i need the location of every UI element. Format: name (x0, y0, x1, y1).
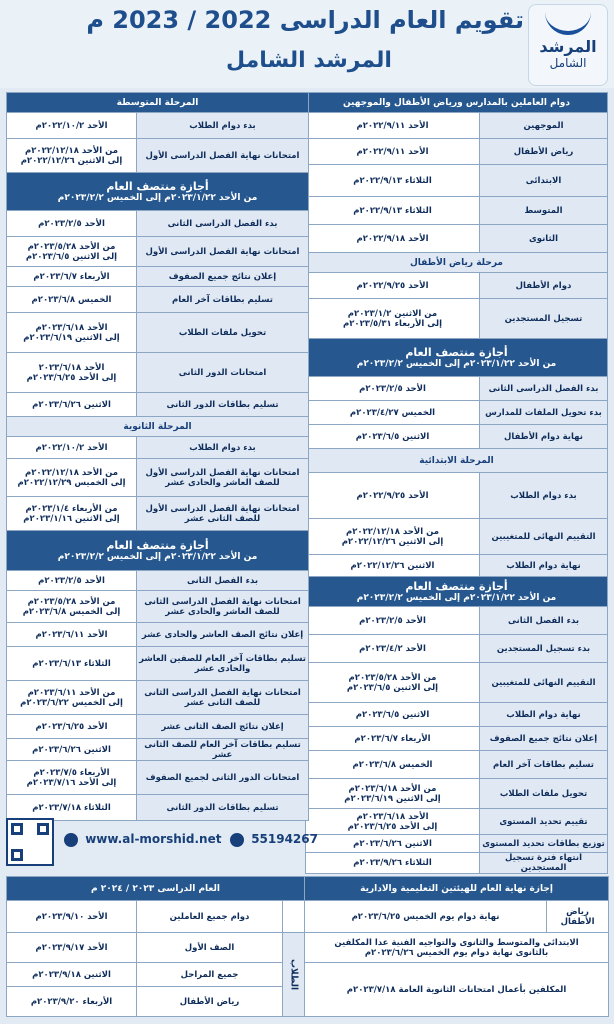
table-row (305, 299, 607, 339)
label-cell: www.al-morshid.net (85, 832, 222, 846)
date-cell: الاثنين ٢٠٢٣/٦/٥م (305, 425, 479, 449)
table-row (305, 779, 607, 809)
table-row (305, 703, 607, 727)
label-cell: تقييم تحديد المستوى (480, 809, 608, 835)
text-cell: المكلفين بأعمال امتحانات الثانوية العامة ٢٠٢٣/٧/١٨م (305, 963, 609, 1017)
table-row (7, 459, 309, 497)
label-cell: رياض الأطفال (547, 901, 609, 933)
mid-title: المرحلة المتوسطة (7, 93, 309, 113)
page-subtitle: المرشد الشامل (226, 48, 392, 73)
table-row (7, 571, 309, 591)
table-row (7, 437, 309, 459)
date-cell: الاثنين ٢٠٢٣/٦/٥م (305, 703, 479, 727)
label-cell: تحويل ملفات الطلاب (137, 313, 309, 353)
label-cell: بدء الفصل الثانى (480, 607, 608, 635)
table-row (305, 835, 607, 853)
date-cell: الأحد ٢٠٢٣/٢/٥م (305, 607, 479, 635)
date-cell: من الأحد ٢٠٢٣/٦/١٨م إلى الاثنين ٢٠٢٣/٦/١٩م (305, 779, 479, 809)
date-cell: الأحد ٢٠٢٣/٢/٥م (7, 571, 137, 591)
label-cell: بدء تحويل الملفات للمدارس (480, 401, 608, 425)
table-row (305, 607, 607, 635)
qr-code-icon (6, 818, 54, 866)
label-cell: بدء دوام الطلاب (480, 473, 608, 519)
label-cell: تسجيل المستجدين (480, 299, 608, 339)
table-row (7, 211, 309, 237)
label-cell: بدء الفصل الدراسى الثانى (480, 377, 608, 401)
label-cell: نهاية دوام الطلاب (480, 703, 608, 727)
date-cell: من الأحد ٢٠٢٣/٦/١١م إلى الخميس ٢٠٢٣/٦/٢٢م (7, 681, 137, 715)
label-cell: الابتدائى (480, 165, 608, 197)
date-cell: الأحد ٢٠٢٣/٤/٢م (305, 635, 479, 663)
date-cell: الأحد ٢٠٢٣/٢/٥م (7, 211, 137, 237)
table-row (305, 425, 607, 449)
label-cell: من الأحد ٢٠٢٣/١/٢٢م إلى الخميس ٢٠٢٣/٢/٢م (356, 592, 557, 603)
date-cell: الاثنين ٢٠٢٢/١٢/٢٦م (305, 555, 479, 577)
date-cell: الأحد ٢٠٢٣/٩/١٠م (7, 901, 137, 933)
label-cell: تسليم بطاقات الدور الثانى (137, 795, 309, 821)
label-cell: المتوسط (480, 197, 608, 225)
label-cell: أجازة منتصف العام (106, 538, 209, 552)
website-link[interactable] (64, 832, 221, 847)
table-row (305, 555, 607, 577)
label-cell: بدء تسجيل المستجدين (480, 635, 608, 663)
label-cell: دوام الأطفال (480, 273, 608, 299)
label-cell: بدء الفصل الثانى (137, 571, 309, 591)
table-row (7, 287, 309, 313)
label-cell: تسليم بطاقات آخر العام (137, 287, 309, 313)
label-cell: امتحانات نهاية الفصل الدراسى الثانى للصف الثانى عشر (137, 681, 309, 715)
bottom-left-title: العام الدراسى ٢٠٢٣ / ٢٠٢٤ م (7, 877, 305, 901)
label-cell: الصف الأول (137, 933, 283, 963)
label-cell: الموجهين (480, 113, 608, 139)
date-cell: الأربعاء ٢٠٢٣/٧/٥م إلى الأحد ٢٠٢٣/٧/١٦م (7, 761, 137, 795)
table-row (7, 237, 309, 267)
table-row (7, 267, 309, 287)
date-cell: الأربعاء ٢٠٢٣/٦/٧م (7, 267, 137, 287)
date-cell: الأحد ٢٠٢٣/٦/٢٥م (7, 715, 137, 739)
label-cell: امتحانات الدور الثانى لجميع الصفوف (137, 761, 309, 795)
table-row (7, 313, 309, 353)
label-cell: انتهاء فترة تسجيل المستجدين (480, 853, 608, 874)
table-row (305, 727, 607, 751)
vacation-banner (7, 173, 309, 211)
date-cell: الأحد ٢٠٢٢/٩/١٨م (305, 225, 479, 253)
date-cell: من الأحد ٢٠٢٢/١٢/١٨م إلى الخميس ٢٠٢٢/١٢/٢٩م (7, 459, 137, 497)
date-cell: الخميس ٢٠٢٣/٦/٨م (305, 751, 479, 779)
table-row (7, 795, 309, 821)
label-cell: بدء دوام الطلاب (137, 113, 309, 139)
label-cell: نهاية دوام الطلاب (480, 555, 608, 577)
date-cell: من الأحد ٢٠٢٢/١٢/١٨م إلى الاثنين ٢٠٢٢/١٢/٢٦م (305, 519, 479, 555)
table-row (7, 933, 609, 963)
label-cell: امتحانات الدور الثانى (137, 353, 309, 393)
date-cell: من الأحد ٢٠٢٣/٥/٢٨م إلى الخميس ٢٠٢٣/٦/٨م (7, 591, 137, 623)
table-row (7, 353, 309, 393)
label-cell: التقييم النهائى للمتغيبين (480, 663, 608, 703)
label-cell: بدء الفصل الدراسى الثانى (137, 211, 309, 237)
bottom-table (6, 876, 609, 1017)
date-cell: الثلاثاء ٢٠٢٣/٧/١٨م (7, 795, 137, 821)
table-row (305, 139, 607, 165)
date-cell: الأحد ٢٠٢٣/٢/٥م (305, 377, 479, 401)
date-cell: الأربعاء ٢٠٢٣/٦/٧م (305, 727, 479, 751)
section-title: دوام العاملين بالمدارس ورياض الأطفال والموجهين (305, 93, 607, 113)
table-row (305, 519, 607, 555)
date-cell: الأحد ٢٠٢٣/٦/١٨ إلى الأحد ٢٠٢٣/٦/٢٥م (7, 353, 137, 393)
table-row (7, 139, 309, 173)
date-cell: من الأحد ٢٠٢٢/١٢/١٨م إلى الاثنين ٢٠٢٢/١٢/٢٦م (7, 139, 137, 173)
header (0, 0, 614, 88)
label-cell: إعلان نتائج جميع الصفوف (137, 267, 309, 287)
table-row (305, 165, 607, 197)
date-cell: الأحد ٢٠٢٢/٩/١١م (305, 113, 479, 139)
label-cell: إعلان نتائج الصف الثانى عشر (137, 715, 309, 739)
label-cell: جميع المراحل (137, 963, 283, 987)
label-cell: امتحانات نهاية الفصل الدراسى الثانى للصف العاشر والحادى عشر (137, 591, 309, 623)
right-table (305, 92, 608, 874)
table-row (305, 197, 607, 225)
book-icon (545, 11, 591, 35)
phone-number (230, 832, 318, 847)
table-row (7, 497, 309, 531)
label-cell: نهاية دوام الأطفال (480, 425, 608, 449)
label-cell: امتحانات نهاية الفصل الدراسى الأول (137, 237, 309, 267)
date-cell: الاثنين ٢٠٢٣/٦/٢٦م (7, 739, 137, 761)
label-cell: بدء دوام الطلاب (137, 437, 309, 459)
page-title: تقويم العام الدراسى 2022 / 2023 م (86, 6, 524, 34)
label-cell: من الأحد ٢٠٢٣/١/٢٢م إلى الخميس ٢٠٢٣/٢/٢م (356, 358, 557, 369)
date-cell: الأحد ٢٠٢٣/٦/١٨م إلى الأحد ٢٠٢٣/٦/٢٥م (305, 809, 479, 835)
table-row (305, 809, 607, 835)
table-row (7, 591, 309, 623)
table-row (305, 401, 607, 425)
label-cell: التقييم النهائى للمتغيبين (480, 519, 608, 555)
label-cell: رياض الأطفال (480, 139, 608, 165)
table-row (305, 273, 607, 299)
vacation-banner (7, 531, 309, 571)
date-cell: من الأحد ٢٠٢٣/٥/٢٨م إلى الاثنين ٢٠٢٣/٦/٥م (7, 237, 137, 267)
label-cell: تسليم بطاقات الدور الثانى (137, 393, 309, 417)
date-cell: الأحد ٢٠٢٢/١٠/٢م (7, 113, 137, 139)
label-cell: تسليم بطاقات آخر العام للصف الثانى عشر (137, 739, 309, 761)
table-row (305, 113, 607, 139)
logo-main: المرشد (539, 37, 597, 56)
date-cell: الاثنين ٢٠٢٣/٦/٢٦م (7, 393, 137, 417)
date-cell: الاثنين ٢٠٢٣/٩/١٨م (7, 963, 137, 987)
label-cell: أجازة منتصف العام (405, 579, 508, 593)
logo-sub: الشامل (549, 56, 587, 70)
date-cell: الخميس ٢٠٢٣/٤/٢٧م (305, 401, 479, 425)
bottom-right-title: إجازة نهاية العام للهيئتين التعليمية والادارية (305, 877, 609, 901)
vacation-banner (305, 577, 607, 607)
table-row (7, 647, 309, 681)
date-cell: الثلاثاء ٢٠٢٢/٩/١٣م (305, 197, 479, 225)
label-cell: 55194267 (251, 832, 318, 846)
text-cell: نهاية دوام يوم الخميس ٢٠٢٣/٦/٢٥م (305, 901, 547, 933)
table-row (7, 393, 309, 417)
label-cell: امتحانات نهاية الفصل الدراسى الأول (137, 139, 309, 173)
date-cell: الأحد ٢٠٢٢/٩/٢٥م (305, 473, 479, 519)
globe-icon (64, 833, 78, 847)
date-cell: الخميس ٢٠٢٣/٦/٨م (7, 287, 137, 313)
table-row (305, 225, 607, 253)
label-cell: أجازة منتصف العام (106, 179, 209, 193)
secondary-title: المرحلة الثانوية (7, 417, 309, 437)
students-label: الطلاب (283, 933, 305, 1017)
label-cell: رياض الأطفال (137, 987, 283, 1017)
table-row (305, 377, 607, 401)
phone-icon (230, 833, 244, 847)
table-row (7, 901, 609, 933)
label-cell: دوام جميع العاملين (137, 901, 283, 933)
table-row (7, 113, 309, 139)
label-cell: الثانوى (480, 225, 608, 253)
label-cell: تسليم بطاقات آخر العام للصفين العاشر والحادى عشر (137, 647, 309, 681)
date-cell: الأحد ٢٠٢٢/١٠/٢م (7, 437, 137, 459)
empty-cell (283, 901, 305, 933)
table-row (7, 963, 609, 987)
label-cell: توزيع بطاقات تحديد المستوى (480, 835, 608, 853)
logo (528, 4, 608, 86)
date-cell: من الأربعاء ٢٠٢٣/١/٤م إلى الاثنين ٢٠٢٣/١/١٦م (7, 497, 137, 531)
date-cell: الثلاثاء ٢٠٢٣/٩/٢٦م (305, 853, 479, 874)
date-cell: الأحد ٢٠٢٢/٩/٢٥م (305, 273, 479, 299)
table-row (7, 761, 309, 795)
table-row (7, 623, 309, 647)
label-cell: من الأحد ٢٠٢٣/١/٢٢م إلى الخميس ٢٠٢٣/٢/٢م (57, 551, 258, 562)
label-cell: إعلان نتائج الصف العاشر والحادى عشر (137, 623, 309, 647)
date-cell: من الأحد ٢٠٢٣/٥/٢٨م إلى الاثنين ٢٠٢٣/٦/٥م (305, 663, 479, 703)
date-cell: الأحد ٢٠٢٣/٩/١٧م (7, 933, 137, 963)
table-row (7, 739, 309, 761)
date-cell: الأربعاء ٢٠٢٣/٩/٢٠م (7, 987, 137, 1017)
date-cell: من الاثنين ٢٠٢٣/١/٢م إلى الأربعاء ٢٠٢٣/٥/٣١م (305, 299, 479, 339)
label-cell: إعلان نتائج جميع الصفوف (480, 727, 608, 751)
left-table (6, 92, 309, 821)
primary-title: المرحلة الابتدائية (305, 449, 607, 473)
table-row (305, 751, 607, 779)
text-cell: الابتدائى والمتوسط والثانوى والتواجيه الفنية عدا المكلفين بالثانوى نهاية دوام يوم الخميس ٢٠٢٣/٦/٢٦م (305, 933, 609, 963)
date-cell: الثلاثاء ٢٠٢٣/٦/١٣م (7, 647, 137, 681)
date-cell: الثلاثاء ٢٠٢٢/٩/١٣م (305, 165, 479, 197)
vacation-banner (305, 339, 607, 377)
date-cell: الأحد ٢٠٢٣/٦/١٨م إلى الاثنين ٢٠٢٣/٦/١٩م (7, 313, 137, 353)
table-row (7, 681, 309, 715)
date-cell: الاثنين ٢٠٢٣/٦/٢٦م (305, 835, 479, 853)
table-row (7, 715, 309, 739)
label-cell: امتحانات نهاية الفصل الدراسى الأول للصف الثانى عشر (137, 497, 309, 531)
label-cell: من الأحد ٢٠٢٣/١/٢٢م إلى الخميس ٢٠٢٣/٢/٢م (57, 192, 258, 203)
label-cell: تحويل ملفات الطلاب (480, 779, 608, 809)
label-cell: تسليم بطاقات آخر العام (480, 751, 608, 779)
table-row (305, 663, 607, 703)
date-cell: الأحد ٢٠٢٢/٩/١١م (305, 139, 479, 165)
kg-title: مرحلة رياض الأطفال (305, 253, 607, 273)
table-row (305, 635, 607, 663)
label-cell: أجازة منتصف العام (405, 345, 508, 359)
table-row (305, 853, 607, 874)
label-cell: امتحانات نهاية الفصل الدراسى الأول للصف العاشر والحادى عشر (137, 459, 309, 497)
date-cell: الأحد ٢٠٢٣/٦/١١م (7, 623, 137, 647)
table-row (305, 473, 607, 519)
